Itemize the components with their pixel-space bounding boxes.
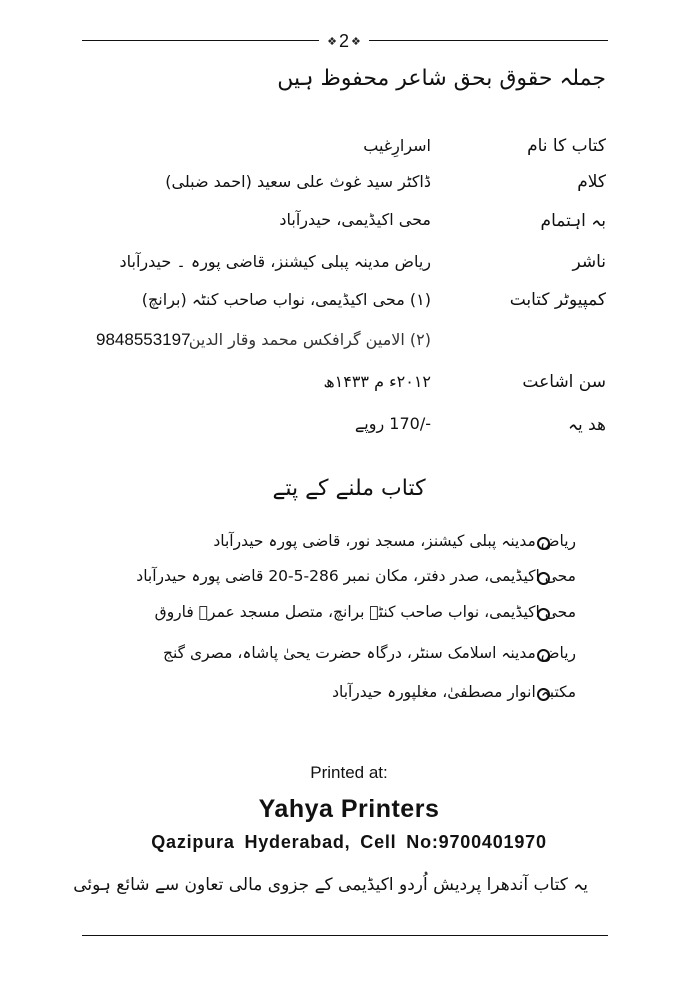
bullet-circle-icon (537, 608, 550, 621)
detail-label: هد یہ (568, 415, 606, 435)
bullet-circle-icon (537, 572, 550, 585)
address-item: محی اکیڈیمی، نواب صاحب کنٹہ برانچ، متصل مسجد عمرؓ فاروق (154, 603, 576, 621)
detail-label: سن اشاعت (522, 372, 606, 392)
detail-value: اسرارِغیب (363, 136, 431, 155)
detail-label: کلام (577, 172, 606, 192)
address-item: مکتبہ انوار مصطفیٰ، مغلپورہ حیدرآباد (332, 683, 576, 701)
detail-row-supervision (90, 210, 606, 238)
address-item: ریاض مدینہ پبلی کیشنز، مسجد نور، قاضی پورہ حیدرآباد (213, 532, 576, 550)
detail-row-typesetting (90, 290, 606, 318)
detail-value: (۲) الامین گرافکس محمد وقار الدین (188, 330, 431, 349)
detail-value: ریاض مدینہ پبلی کیشنز، قاضی پورہ ۔ حیدرآباد (119, 252, 431, 271)
detail-row-price (90, 414, 606, 442)
page-number-badge (319, 27, 369, 55)
detail-label: ناشر (572, 252, 606, 272)
typesetter-phone: 9848553197 (96, 330, 191, 349)
detail-value: ڈاکٹر سید غوث علی سعید (احمد ضبلی) (165, 172, 431, 191)
copyright-heading: جملہ حقوق بحق شاعر محفوظ ہیں (277, 66, 606, 91)
detail-row-title (90, 136, 606, 164)
detail-row-year (90, 372, 606, 400)
detail-row-author (90, 172, 606, 200)
addresses-heading: کتاب ملنے کے پتے (272, 476, 426, 501)
address-item: ریاض مدینہ اسلامک سنٹر، درگاہ حضرت یحیٰ پاشاہ، مصری گنج (162, 644, 576, 662)
detail-value: ۲۰۱۲ء م ۱۴۳۳ھ (323, 372, 431, 391)
detail-value: -/170 روپے (354, 414, 431, 433)
ornament-right-icon: ❖ (351, 34, 361, 48)
page-number: 2 (338, 30, 349, 51)
detail-label: بہ اہتمام (540, 211, 606, 231)
address-item: محی اکیڈیمی، صدر دفتر، مکان نمبر 286-5-20 قاضی پورہ حیدرآباد (136, 567, 576, 585)
printer-name: Yahya Printers (258, 795, 440, 823)
detail-value: (۱) محی اکیڈیمی، نواب صاحب کنٹہ (برانچ) (141, 290, 431, 309)
printed-at-label: Printed at: (310, 763, 388, 782)
ornament-left-icon: ❖ (327, 34, 337, 48)
bottom-rule (82, 935, 608, 936)
printer-address: Qazipura Hyderabad, Cell No:9700401970 (151, 832, 547, 852)
bullet-circle-icon (537, 649, 550, 662)
detail-row-publisher (90, 252, 606, 280)
detail-label: کتاب کا نام (527, 136, 606, 156)
bullet-circle-icon (537, 688, 550, 701)
bullet-circle-icon (537, 537, 550, 550)
detail-label: کمپیوٹر کتابت (509, 290, 606, 310)
detail-value: محی اکیڈیمی، حیدرآباد (279, 210, 431, 229)
funding-note: یہ کتاب آندھرا پردیش اُردو اکیڈیمی کے جزوی مالی تعاون سے شائع ہوئی (73, 875, 588, 895)
